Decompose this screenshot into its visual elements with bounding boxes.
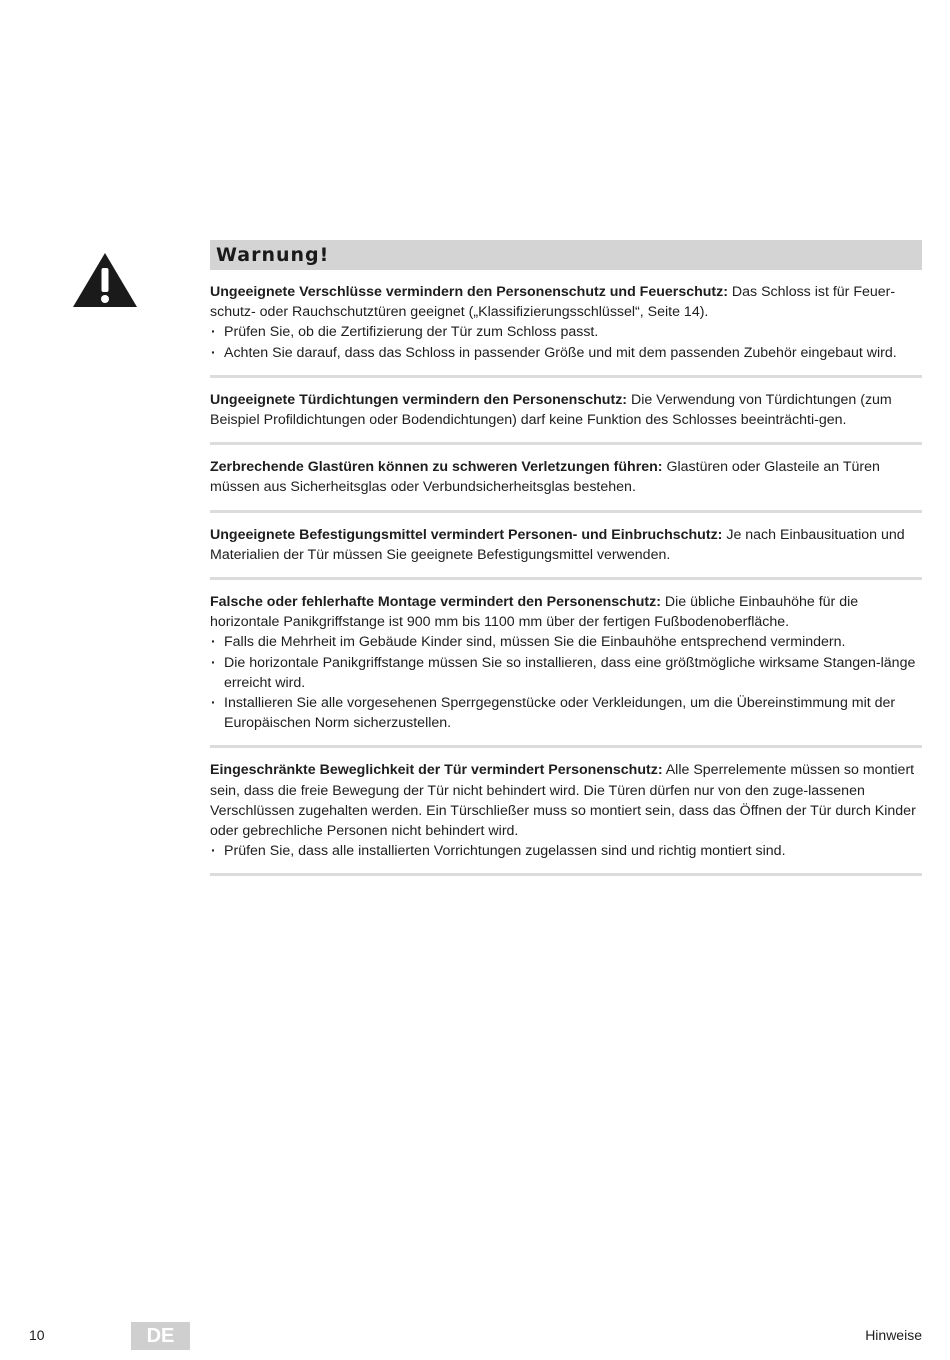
bullet-item: · Die horizontale Panikgriffstange müssen Sie so installieren, dass eine größtmögliche wirksame Stangen-länge erreicht wird. xyxy=(210,653,922,693)
warning-section xyxy=(210,378,922,445)
warning-content xyxy=(210,240,922,876)
bullet-item: · Installieren Sie alle vorgesehenen Sperrgegenstücke oder Verkleidungen, um die Übereinstimmung mit der Europäischen Norm sicherzustellen. xyxy=(210,693,922,733)
warning-sections xyxy=(210,270,922,876)
bullet-item: · Prüfen Sie, ob die Zertifizierung der Tür zum Schloss passt. xyxy=(210,322,922,342)
warning-text: Die übliche Einbauhöhe für die horizontale Panikgriffstange ist 900 mm bis 1100 mm über der fertigen Fußbodenoberfläche. xyxy=(210,594,859,631)
warning-title: Warnung! xyxy=(210,240,922,270)
warning-lead: Ungeeignete Befestigungsmittel vermindert Personen- und Einbruchschutz: xyxy=(210,526,723,543)
warning-text: Je nach Einbausituation und Materialien der Tür müssen Sie geeignete Befestigungsmittel verwenden. xyxy=(210,526,905,563)
warning-paragraph xyxy=(210,390,922,430)
warning-paragraph xyxy=(210,525,922,565)
warning-lead: Falsche oder fehlerhafte Montage vermindert den Personenschutz: xyxy=(210,594,661,611)
warning-lead: Zerbrechende Glastüren können zu schweren Verletzungen führen: xyxy=(210,459,663,476)
warning-lead: Ungeeignete Türdichtungen vermindern den Personenschutz: xyxy=(210,391,628,408)
warning-paragraph xyxy=(210,457,922,497)
warning-lead: Ungeeignete Verschlüsse vermindern den Personenschutz und Feuerschutz: xyxy=(210,284,728,300)
bullet-item: · Achten Sie darauf, dass das Schloss in passender Größe und mit dem passenden Zubehör eingebaut wird. xyxy=(210,343,922,363)
language-badge: DE xyxy=(131,1322,190,1350)
warning-section xyxy=(210,580,922,748)
bullet-list xyxy=(210,841,922,861)
page-number: 10 xyxy=(29,1327,45,1343)
warning-text: Das Schloss ist für Feuer-schutz- oder Rauchschutztüren geeignet („Klassifizierungsschlüssel“, Seite 14). xyxy=(210,284,896,321)
warning-section xyxy=(210,748,922,876)
warning-section xyxy=(210,513,922,580)
warning-paragraph xyxy=(210,592,922,632)
warning-section xyxy=(210,270,922,378)
warning-section xyxy=(210,445,922,512)
bullet-item: · Falls die Mehrheit im Gebäude Kinder sind, müssen Sie die Einbauhöhe entsprechend vermindern. xyxy=(210,632,922,652)
warning-paragraph xyxy=(210,282,922,322)
warning-text: Glastüren oder Glasteile an Türen müssen aus Sicherheitsglas oder Verbundsicherheitsglas bestehen. xyxy=(210,459,880,496)
bullet-list xyxy=(210,632,922,733)
warning-text: Alle Sperrelemente müssen so montiert sein, dass die freie Bewegung der Tür nicht behindert wird. Die Türen dürfen nur von den zuge-lassenen Verschlüssen zugehalten werden. Ein Türschließer muss so montiert sein, dass das Öffnen der Tür durch Kinder oder gebrechliche Personen nicht behindert wird. xyxy=(210,762,916,840)
warning-paragraph xyxy=(210,760,922,841)
bullet-list xyxy=(210,322,922,362)
warning-text: Die Verwendung von Türdichtungen (zum Beispiel Profildichtungen oder Bodendichtungen) darf keine Funktion des Schlosses beeinträchti-gen. xyxy=(210,391,892,429)
bullet-item: · Prüfen Sie, dass alle installierten Vorrichtungen zugelassen sind und richtig montiert sind. xyxy=(210,841,922,861)
warning-lead: Eingeschränkte Beweglichkeit der Tür vermindert Personenschutz: xyxy=(210,762,663,779)
warning-triangle-icon xyxy=(72,252,138,308)
footer-section-title: Hinweise xyxy=(865,1327,922,1343)
